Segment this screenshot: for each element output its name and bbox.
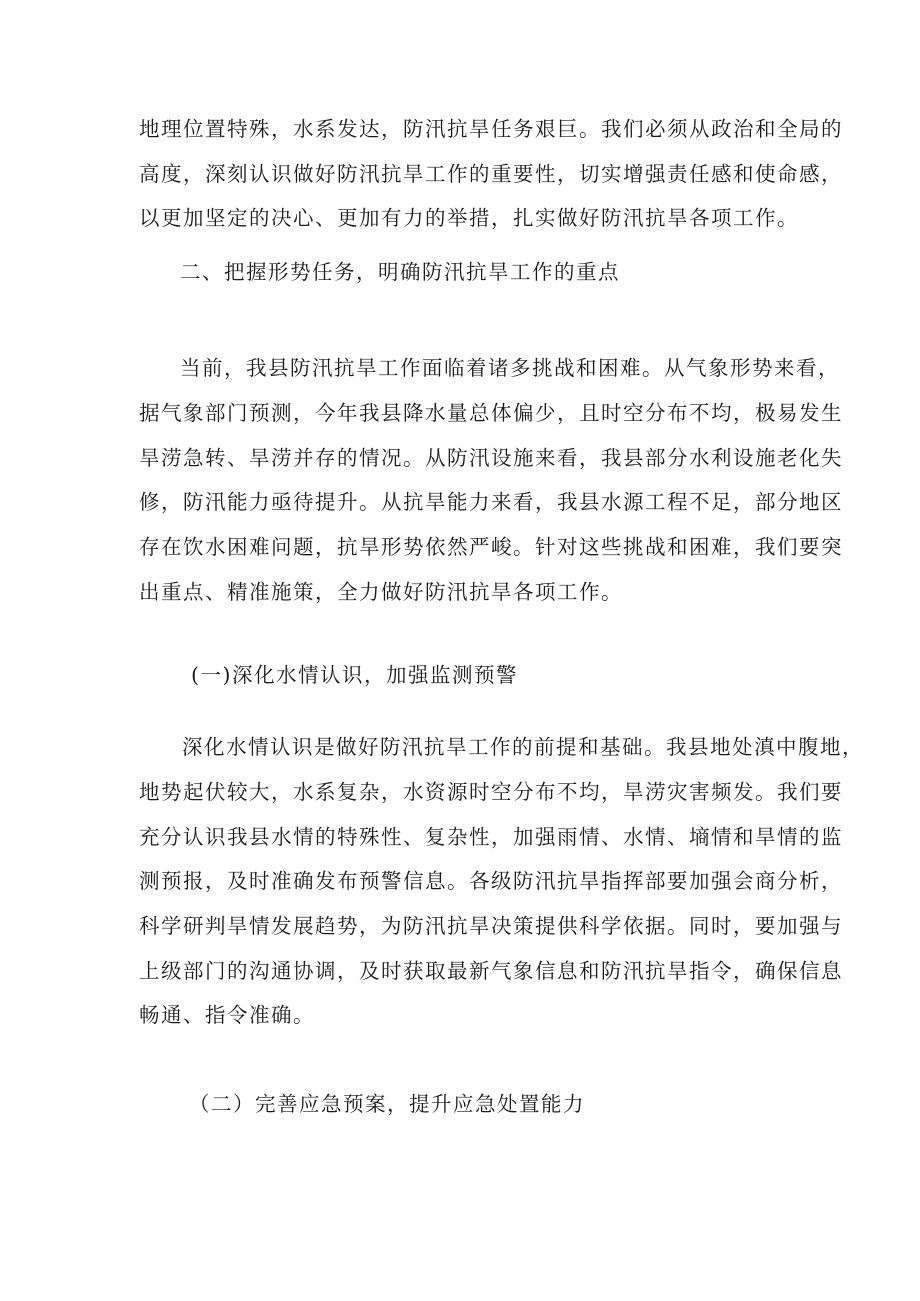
- paragraph-line: 以更加坚定的决心、更加有力的举措，扎实做好防汛抗旱各项工作。: [139, 206, 799, 230]
- paragraph-line: 充分认识我县水情的特殊性、复杂性，加强雨情、水情、墒情和旱情的监: [139, 825, 843, 849]
- paragraph-line: 地势起伏较大，水系复杂，水资源时空分布不均，旱涝灾害频发。我们要: [139, 780, 843, 804]
- paragraph-line: 据气象部门预测，今年我县降水量总体偏少，且时空分布不均，极易发生: [139, 401, 843, 425]
- paragraph-line: 高度，深刻认识做好防汛抗旱工作的重要性，切实增强责任感和使命感，: [139, 162, 843, 186]
- paragraph-line: 地理位置特殊，水系发达，防汛抗旱任务艰巨。我们必须从政治和全局的: [139, 117, 843, 141]
- paragraph-line: 测预报，及时准确发布预警信息。各级防汛抗旱指挥部要加强会商分析，: [139, 869, 843, 893]
- paragraph-line: 畅通、指令准确。: [139, 1003, 315, 1027]
- paragraph-line: 旱涝急转、旱涝并存的情况。从防汛设施来看，我县部分水利设施老化失: [139, 446, 843, 470]
- paragraph-3: [139, 731, 864, 1032]
- paragraph-line: 修，防汛能力亟待提升。从抗旱能力来看，我县水源工程不足，部分地区: [139, 490, 843, 514]
- paragraph-line: 科学研判旱情发展趋势，为防汛抗旱决策提供科学依据。同时，要加强与: [139, 914, 843, 938]
- paragraph-line: 当前，我县防汛抗旱工作面临着诸多挑战和困难。从气象形势来看，: [180, 356, 840, 380]
- paragraph-line: 深化水情认识是做好防汛抗旱工作的前提和基础。我县地处滇中腹地，: [182, 735, 864, 759]
- paragraph-1: [139, 113, 843, 235]
- paragraph-line: 上级部门的沟通协调，及时获取最新气象信息和防汛抗旱指令，确保信息: [139, 959, 843, 983]
- subsection-heading: (一)深化水情认识，加强监测预警: [191, 663, 518, 687]
- paragraph-line: 出重点、精准施策，全力做好防汛抗旱各项工作。: [139, 580, 623, 604]
- paragraph-2: [139, 352, 843, 609]
- paragraph-line: 存在饮水困难问题，抗旱形势依然严峻。针对这些挑战和困难，我们要突: [139, 535, 843, 559]
- section-heading: 二、把握形势任务，明确防汛抗旱工作的重点: [180, 260, 620, 284]
- subsection-heading: （二）完善应急预案，提升应急处置能力: [189, 1092, 585, 1116]
